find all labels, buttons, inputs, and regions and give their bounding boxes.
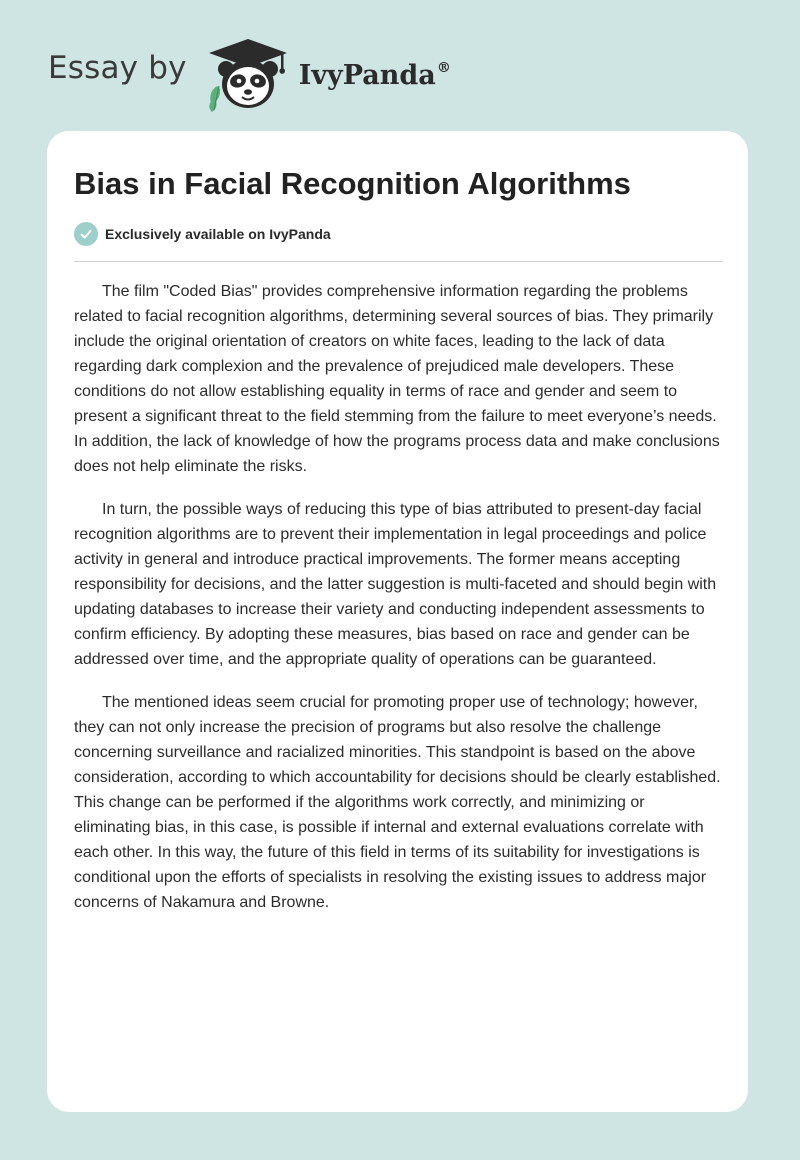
essay-by-label: Essay by — [48, 50, 187, 86]
page-title: Bias in Facial Recognition Algorithms — [74, 166, 631, 201]
exclusive-badge — [74, 222, 331, 246]
panda-graduate-icon[interactable] — [203, 36, 293, 112]
essay-card — [47, 131, 748, 1112]
check-icon — [74, 222, 98, 246]
badge-label: Exclusively available on IvyPanda — [105, 226, 331, 242]
essay-body — [74, 279, 724, 933]
trademark-symbol: ® — [436, 59, 451, 76]
site-header — [48, 36, 451, 112]
brand-label: IvyPanda — [298, 59, 436, 91]
paragraph: The film "Coded Bias" provides comprehensive information regarding the problems related to facial recognition algorithms, determining several sources of bias. They primarily include the original orientation of creators on white faces, leading to the lack of data regarding dark complexion and the prevalence of prejudiced male developers. These conditions do not allow establishing equality in terms of race and gender and seem to present a significant threat to the field stemming from the failure to meet everyone’s needs. In addition, the lack of knowledge of how the programs process data and make conclusions does not help eliminate the risks. — [74, 283, 720, 475]
paragraph: The mentioned ideas seem crucial for promoting proper use of technology; however, they can not only increase the precision of programs but also resolve the challenge concerning surveillance and racialized minorities. This standpoint is based on the above consideration, according to which accountability for decisions should be clearly established. This change can be performed if the algorithms work correctly, and minimizing or eliminating bias, in this case, is possible if internal and external evaluations correlate with each other. In this way, the future of this field in terms of its suitability for investigations is conditional upon the efforts of specialists in resolving the existing issues to address major concerns of Nakamura and Browne. — [74, 694, 721, 911]
paragraph: In turn, the possible ways of reducing this type of bias attributed to present-day facial recognition algorithms are to prevent their implementation in legal proceedings and police activity in general and introduce practical improvements. The former means accepting responsibility for decisions, and the latter suggestion is multi-faceted and should begin with updating databases to increase their variety and conducting independent assessments to confirm efficiency. By adopting these measures, bias based on race and gender can be addressed over time, and the appropriate quality of operations can be guaranteed. — [74, 501, 717, 668]
divider — [74, 261, 722, 262]
brand-name[interactable] — [299, 60, 451, 91]
